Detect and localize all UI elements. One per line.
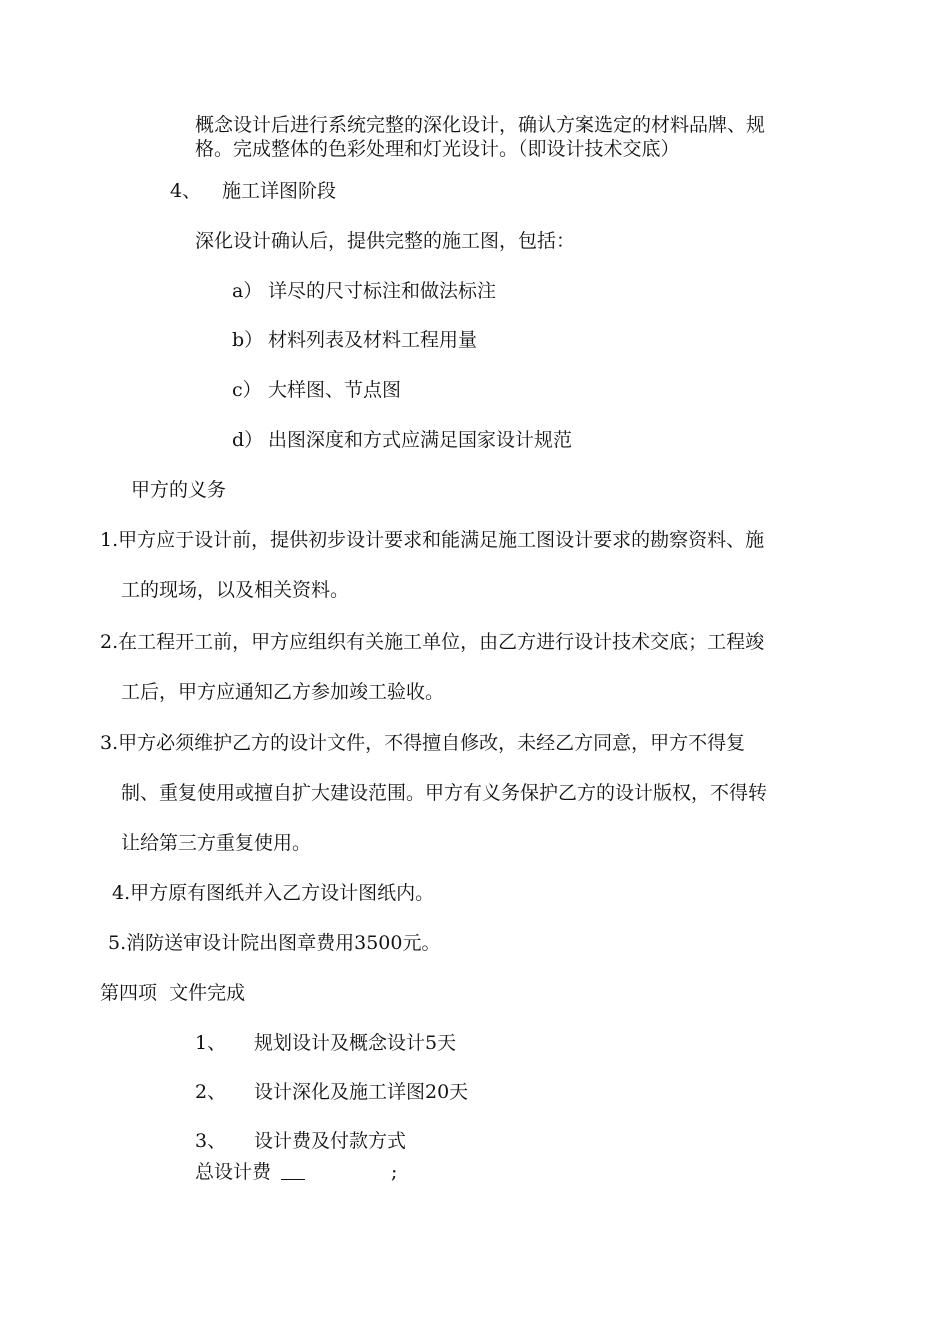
obligation-3-line-1: 3.甲方必须维护乙方的设计文件，不得擅自修改，未经乙方同意，甲方不得复 [100, 732, 746, 754]
section4-item [195, 1031, 456, 1055]
list-item [232, 328, 477, 352]
total-fee-blank [281, 1167, 305, 1180]
section4-item-number: 1、 [195, 1032, 227, 1054]
list-item-text: 大样图、节点图 [268, 379, 402, 401]
list-item-marker: c） [232, 379, 262, 401]
stage4-number: 4、 [170, 180, 202, 202]
obligation-2-line-2: 工后，甲方应通知乙方参加竣工验收。 [121, 681, 445, 703]
section4-item [195, 1129, 406, 1153]
stage4-heading [170, 179, 336, 203]
concept-paragraph-line-2: 格。完成整体的色彩处理和灯光设计。（即设计技术交底） [195, 138, 680, 160]
stage4-title: 施工详图阶段 [222, 180, 337, 202]
section4-heading: 第四项 文件完成 [100, 982, 246, 1004]
obligation-4: 4.甲方原有图纸并入乙方设计图纸内。 [112, 882, 435, 904]
stage4-intro: 深化设计确认后，提供完整的施工图，包括： [195, 230, 576, 252]
list-item-marker: d） [232, 429, 264, 451]
obligation-3-line-2: 制、重复使用或擅自扩大建设范围。甲方有义务保护乙方的设计版权，不得转 [121, 782, 768, 804]
obligation-5: 5.消防送审设计院出图章费用3500元。 [108, 932, 441, 954]
total-fee-label: 总设计费 [195, 1161, 272, 1183]
obligation-1-line-2: 工的现场，以及相关资料。 [121, 579, 350, 601]
list-item-marker: b） [232, 329, 264, 351]
list-item [232, 378, 401, 402]
obligations-heading: 甲方的义务 [131, 479, 227, 501]
section4-item-number: 2、 [195, 1081, 227, 1103]
total-fee-end: ; [391, 1161, 398, 1183]
section4-item-number: 3、 [195, 1130, 227, 1152]
list-item [232, 279, 496, 303]
list-item-text: 详尽的尺寸标注和做法标注 [268, 280, 497, 302]
obligation-1-line-1: 1.甲方应于设计前，提供初步设计要求和能满足施工图设计要求的勘察资料、施 [100, 529, 765, 551]
section4-item [195, 1080, 468, 1104]
concept-paragraph-line-1: 概念设计后进行系统完整的深化设计，确认方案选定的材料品牌、规 [195, 114, 766, 136]
section4-item-text: 设计费及付款方式 [254, 1130, 407, 1152]
total-fee-line [195, 1160, 397, 1184]
section4-item-text: 设计深化及施工详图20天 [254, 1081, 469, 1103]
list-item-text: 材料列表及材料工程用量 [268, 329, 478, 351]
obligation-3-line-3: 让给第三方重复使用。 [121, 832, 312, 854]
list-item-text: 出图深度和方式应满足国家设计规范 [268, 429, 573, 451]
section4-item-text: 规划设计及概念设计5天 [254, 1032, 457, 1054]
list-item-marker: a） [232, 280, 263, 302]
obligation-2-line-1: 2.在工程开工前，甲方应组织有关施工单位，由乙方进行设计技术交底；工程竣 [100, 631, 765, 653]
list-item [232, 428, 572, 452]
